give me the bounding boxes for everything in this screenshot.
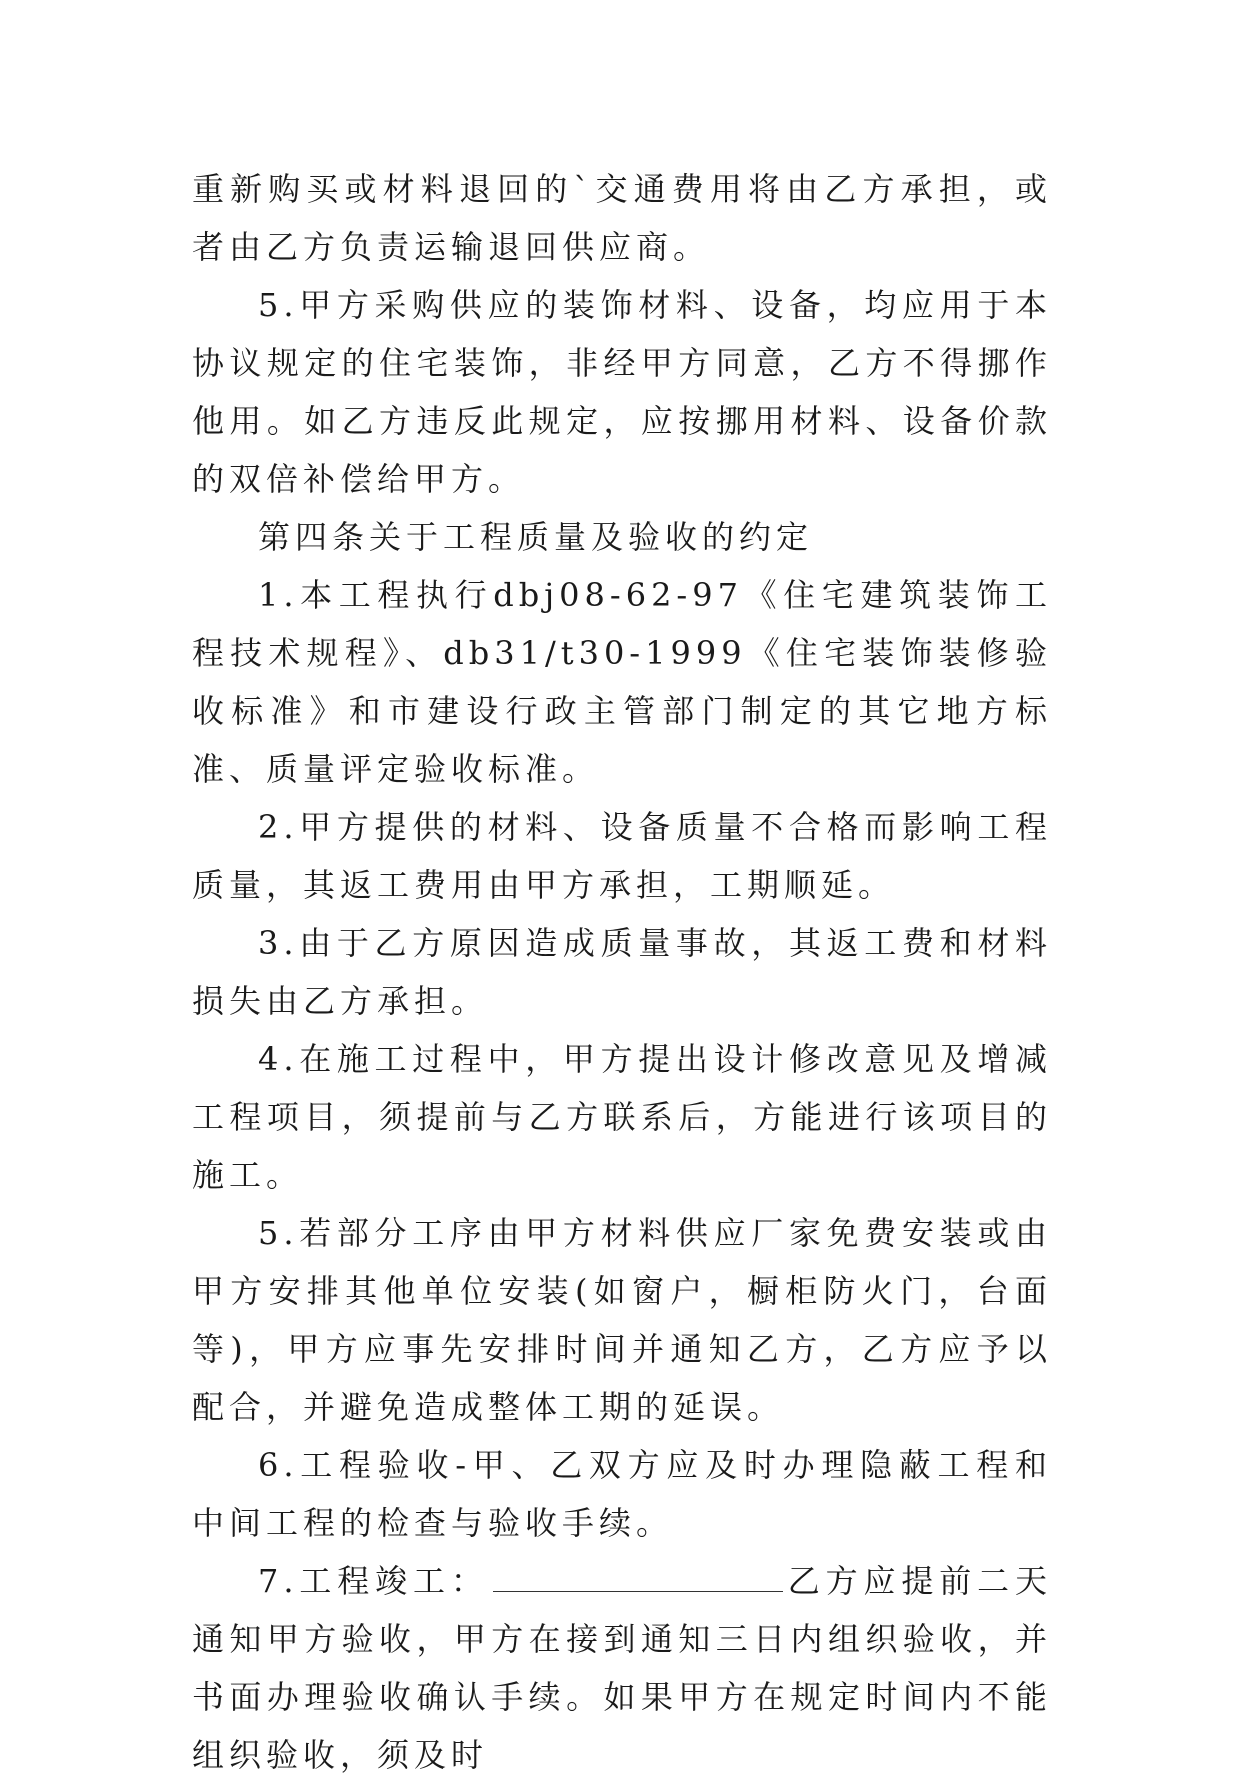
paragraph-clause-5-materials: 5.甲方采购供应的装饰材料、设备，均应用于本协议规定的住宅装饰，非经甲方同意，乙方不得挪作他用。如乙方违反此规定，应按挪用材料、设备价款的双倍补偿给甲方。	[192, 286, 1052, 498]
clause-7-text: 乙方应提前二天通知甲方验收，甲方在接到通知三日内组织验收，并书面办理验收确认手续。如果甲方在规定时间内不能组织验收，须及时	[192, 1562, 1052, 1774]
document-body	[192, 160, 1052, 1784]
paragraph-clause-1-standards: 1.本工程执行dbj08-62-97《住宅建筑装饰工程技术规程》、db31/t30-1999《住宅装饰装修验收标准》和市建设行政主管部门制定的其它地方标准、质量评定验收标准。	[192, 576, 1052, 788]
paragraph-clause-7	[192, 1552, 1052, 1784]
paragraph-clause-2: 2.甲方提供的材料、设备质量不合格而影响工程质量，其返工费用由甲方承担，工期顺延。	[192, 808, 1052, 904]
fill-in-blank	[493, 1561, 783, 1592]
paragraph-clause-4: 4.在施工过程中，甲方提出设计修改意见及增减工程项目，须提前与乙方联系后，方能进行该项目的施工。	[192, 1040, 1052, 1194]
clause-7-label: 7.工程竣工：	[258, 1562, 489, 1600]
section-heading-article-4: 第四条关于工程质量及验收的约定	[258, 518, 814, 556]
paragraph-clause-5-installation: 5.若部分工序由甲方材料供应厂家免费安装或由甲方安排其他单位安装(如窗户，橱柜防火门，台面等)，甲方应事先安排时间并通知乙方，乙方应予以配合，并避免造成整体工期的延误。	[192, 1214, 1052, 1426]
paragraph-clause-6: 6.工程验收-甲、乙双方应及时办理隐蔽工程和中间工程的检查与验收手续。	[192, 1446, 1052, 1542]
paragraph-continuation: 重新购买或材料退回的`交通费用将由乙方承担，或者由乙方负责运输退回供应商。	[192, 170, 1052, 266]
paragraph-clause-3: 3.由于乙方原因造成质量事故，其返工费和材料损失由乙方承担。	[192, 924, 1052, 1020]
